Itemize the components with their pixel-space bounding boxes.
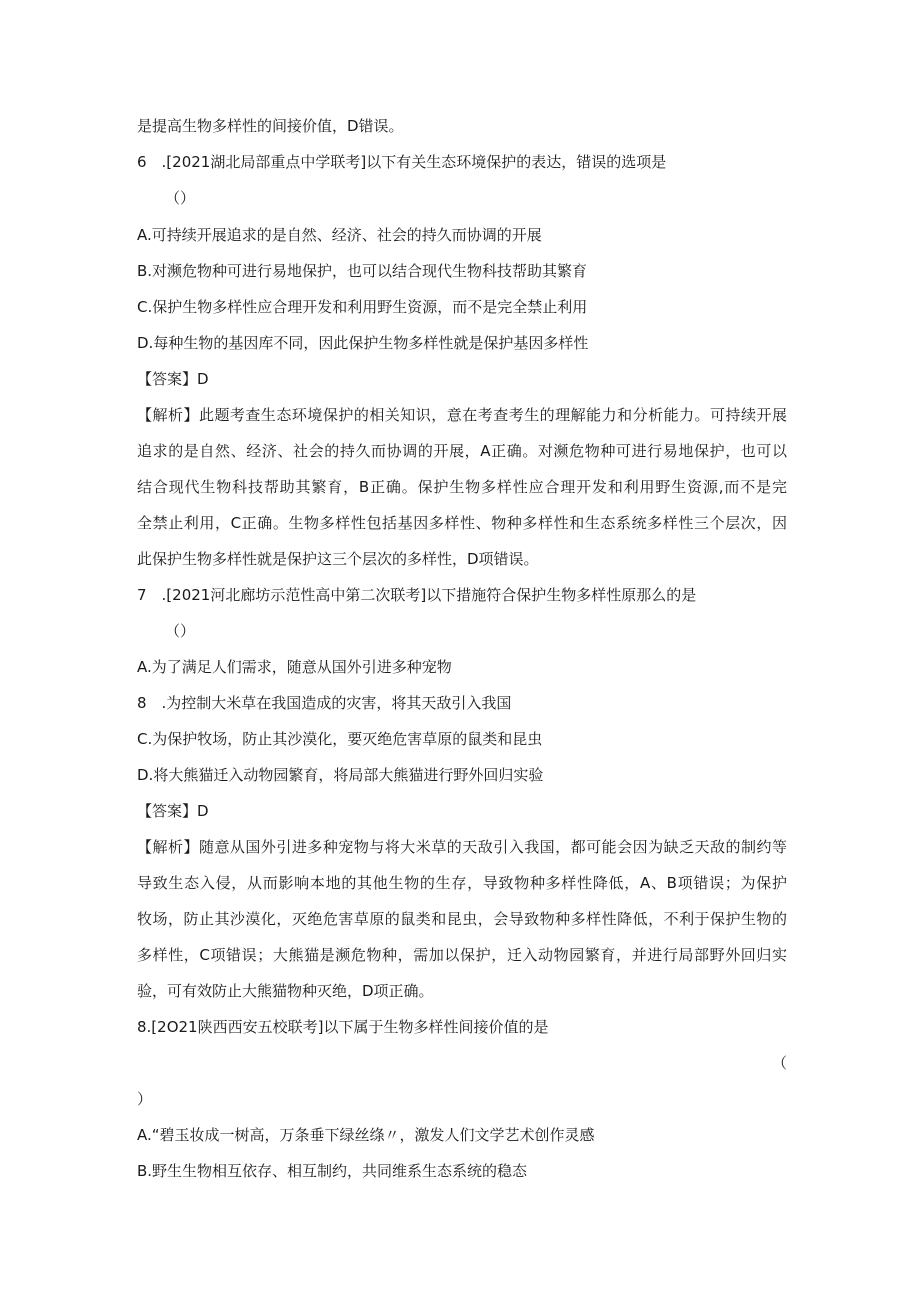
question-6-analysis-line: 追求的是自然、经济、社会的持久而协调的开展，A正确。对濒危物种可进行易地保护，也可以 bbox=[137, 442, 787, 460]
question-7-blank: （） bbox=[165, 622, 196, 640]
question-6-analysis-line: 此保护生物多样性就是保护这三个层次的多样性，D项错误。 bbox=[137, 550, 539, 568]
question-8-option-b: B.野生生物相互依存、相互制约，共同维系生态系统的稳态 bbox=[137, 1162, 528, 1180]
question-6-analysis-line: 全禁止利用，C正确。生物多样性包括基因多样性、物种多样性和生态系统多样性三个层次，因 bbox=[137, 514, 787, 532]
question-7-stem: 7 .[2021河北廊坊示范性高中第二次联考]以下措施符合保护生物多样性原那么的是 bbox=[137, 586, 697, 604]
question-7-option-d: D.将大熊猫迁入动物园繁育，将局部大熊猫进行野外回归实验 bbox=[137, 766, 544, 784]
question-6-option-d: D.每种生物的基因库不同，因此保护生物多样性就是保护基因多样性 bbox=[137, 334, 589, 352]
question-6-option-c: C.保护生物多样性应合理开发和利用野生资源，而不是完全禁止利用 bbox=[137, 298, 588, 316]
question-7-analysis-line: 导致生态入侵，从而影响本地的其他生物的生存，导致物种多样性降低，A、B项错误；为保护 bbox=[137, 874, 787, 892]
question-7-analysis-line: 验，可有效防止大熊猫物种灭绝，D项正确。 bbox=[137, 982, 434, 1000]
question-6-analysis-line: 结合现代生物科技帮助其繁育，B正确。保护生物多样性应合理开发和利用野生资源,而不是完 bbox=[137, 478, 787, 496]
question-7-analysis-line: 【解析】随意从国外引进多种宠物与将大米草的天敌引入我国，都可能会因为缺乏天敌的制约等 bbox=[137, 838, 787, 856]
question-6-answer: 【答案】D bbox=[137, 370, 209, 388]
question-6-option-a: A.可持续开展追求的是自然、经济、社会的持久而协调的开展 bbox=[137, 226, 542, 244]
question-6-option-b: B.对濒危物种可进行易地保护，也可以结合现代生物科技帮助其繁育 bbox=[137, 262, 588, 280]
question-7-analysis-line: 多样性，C项错误；大熊猫是濒危物种，需加以保护，迁入动物园繁育，并进行局部野外回归实 bbox=[137, 946, 787, 964]
question-7-option-b: 8 .为控制大米草在我国造成的灾害，将其天敌引入我国 bbox=[137, 694, 512, 712]
question-6-analysis-line: 【解析】此题考查生态环境保护的相关知识，意在考查考生的理解能力和分析能力。可持续开展 bbox=[137, 406, 787, 424]
question-7-answer: 【答案】D bbox=[137, 802, 209, 820]
question-7-option-c: C.为保护牧场，防止其沙漠化，要灭绝危害草原的鼠类和昆虫 bbox=[137, 730, 543, 748]
question-6-stem: 6 .[2021湖北局部重点中学联考]以下有关生态环境保护的表达，错误的选项是 bbox=[137, 153, 667, 171]
question-8-stem: 8.[2O21陕西西安五校联考]以下属于生物多样性间接价值的是 bbox=[137, 1018, 549, 1036]
question-6-blank: （） bbox=[165, 189, 196, 207]
text-line-answer-tail: 是提高生物多样性的间接价值，D错误。 bbox=[137, 117, 404, 135]
question-7-option-a: A.为了满足人们需求，随意从国外引进多种宠物 bbox=[137, 658, 452, 676]
question-7-analysis-line: 牧场，防止其沙漠化，灭绝危害草原的鼠类和昆虫，会导致物种多样性降低，不利于保护生物的 bbox=[137, 910, 787, 928]
question-8-blank-open: （ bbox=[772, 1054, 788, 1072]
question-8-blank-close: ） bbox=[137, 1090, 153, 1108]
question-8-option-a: A.“碧玉妆成一树高，万条垂下绿丝绦〃，激发人们文学艺术创作灵感 bbox=[137, 1126, 595, 1144]
